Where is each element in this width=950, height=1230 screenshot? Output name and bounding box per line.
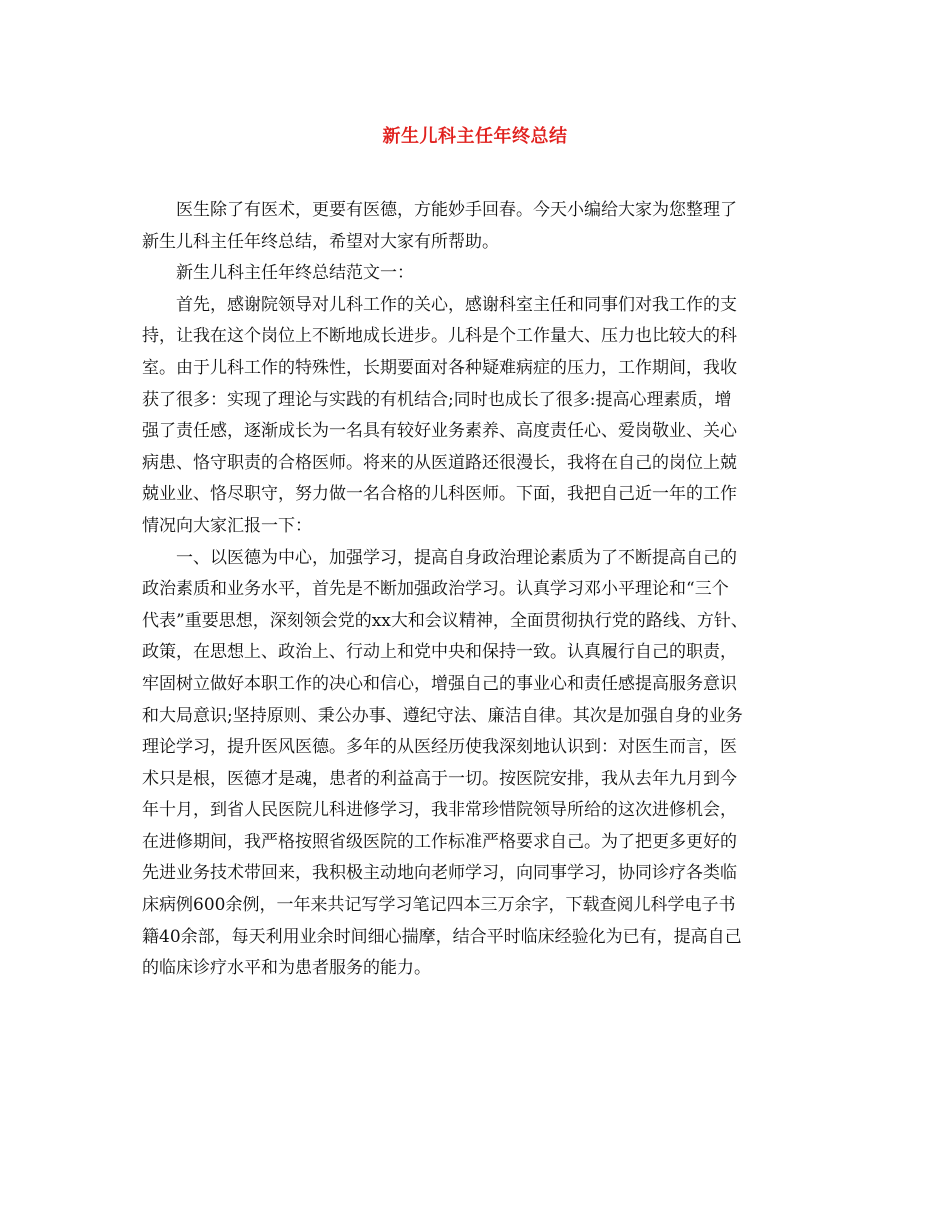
document-body [142,195,812,985]
document-line: 持，让我在这个岗位上不断地成长进步。儿科是个工作量大、压力也比较大的科 [142,326,737,347]
document-line: 兢业业、恪尽职守，努力做一名合格的儿科医师。下面，我把自己近一年的工作 [142,484,737,505]
document-line: 首先，感谢院领导对儿科工作的关心，感谢科室主任和同事们对我工作的支 [176,294,737,315]
document-line: 病患、恪守职责的合格医师。将来的从医道路还很漫长，我将在自己的岗位上兢 [142,452,737,473]
document-line: 新生儿科主任年终总结，希望对大家有所帮助。 [142,231,499,252]
document-line: 室。由于儿科工作的特殊性，长期要面对各种疑难病症的压力，工作期间，我收 [142,357,737,378]
document-line: 政策，在思想上、政治上、行动上和党中央和保持一致。认真履行自己的职责， [142,642,737,663]
document-line: 强了责任感，逐渐成长为一名具有较好业务素养、高度责任心、爱岗敬业、关心 [142,421,737,442]
document-line: 牢固树立做好本职工作的决心和信心，增强自己的事业心和责任感提高服务意识 [142,673,737,694]
document-line: 年十月，到省人民医院儿科进修学习，我非常珍惜院领导所给的这次进修机会， [142,800,737,821]
document-title: 新生儿科主任年终总结 [382,126,568,147]
document-line: 先进业务技术带回来，我积极主动地向老师学习，向同事学习，协同诊疗各类临 [142,863,737,884]
document-line: 术只是根，医德才是魂，患者的利益高于一切。按医院安排，我从去年九月到今 [142,768,737,789]
document-line: 新生儿科主任年终总结范文一： [176,263,414,284]
document-line: 在进修期间，我严格按照省级医院的工作标准严格要求自己。为了把更多更好的 [142,831,737,852]
document-line: 和大局意识;坚持原则、秉公办事、遵纪守法、廉洁自律。其次是加强自身的业务 [142,705,743,726]
document-line: 籍40余部，每天利用业余时间细心揣摩，结合平时临床经验化为已有，提高自己 [142,926,742,947]
document-line: 理论学习，提升医风医德。多年的从医经历使我深刻地认识到：对医生而言，医 [142,737,737,758]
document-line: 的临床诊疗水平和为患者服务的能力。 [142,958,431,979]
document-line: 情况向大家汇报一下： [142,515,312,536]
document-line: 一、以医德为中心，加强学习，提高自身政治理论素质为了不断提高自己的 [176,547,737,568]
document-line: 代表”重要思想，深刻领会党的xx大和会议精神，全面贯彻执行党的路线、方针、 [142,610,748,631]
document-line: 获了很多：实现了理论与实践的有机结合;同时也成长了很多:提高心理素质，增 [142,389,732,410]
document-line: 床病例600余例，一年来共记写学习笔记四本三万余字，下载查阅儿科学电子书 [142,895,736,916]
document-line: 政治素质和业务水平，首先是不断加强政治学习。认真学习邓小平理论和“三个 [142,579,729,600]
document-line: 医生除了有医术，更要有医德，方能妙手回春。今天小编给大家为您整理了 [176,200,737,220]
